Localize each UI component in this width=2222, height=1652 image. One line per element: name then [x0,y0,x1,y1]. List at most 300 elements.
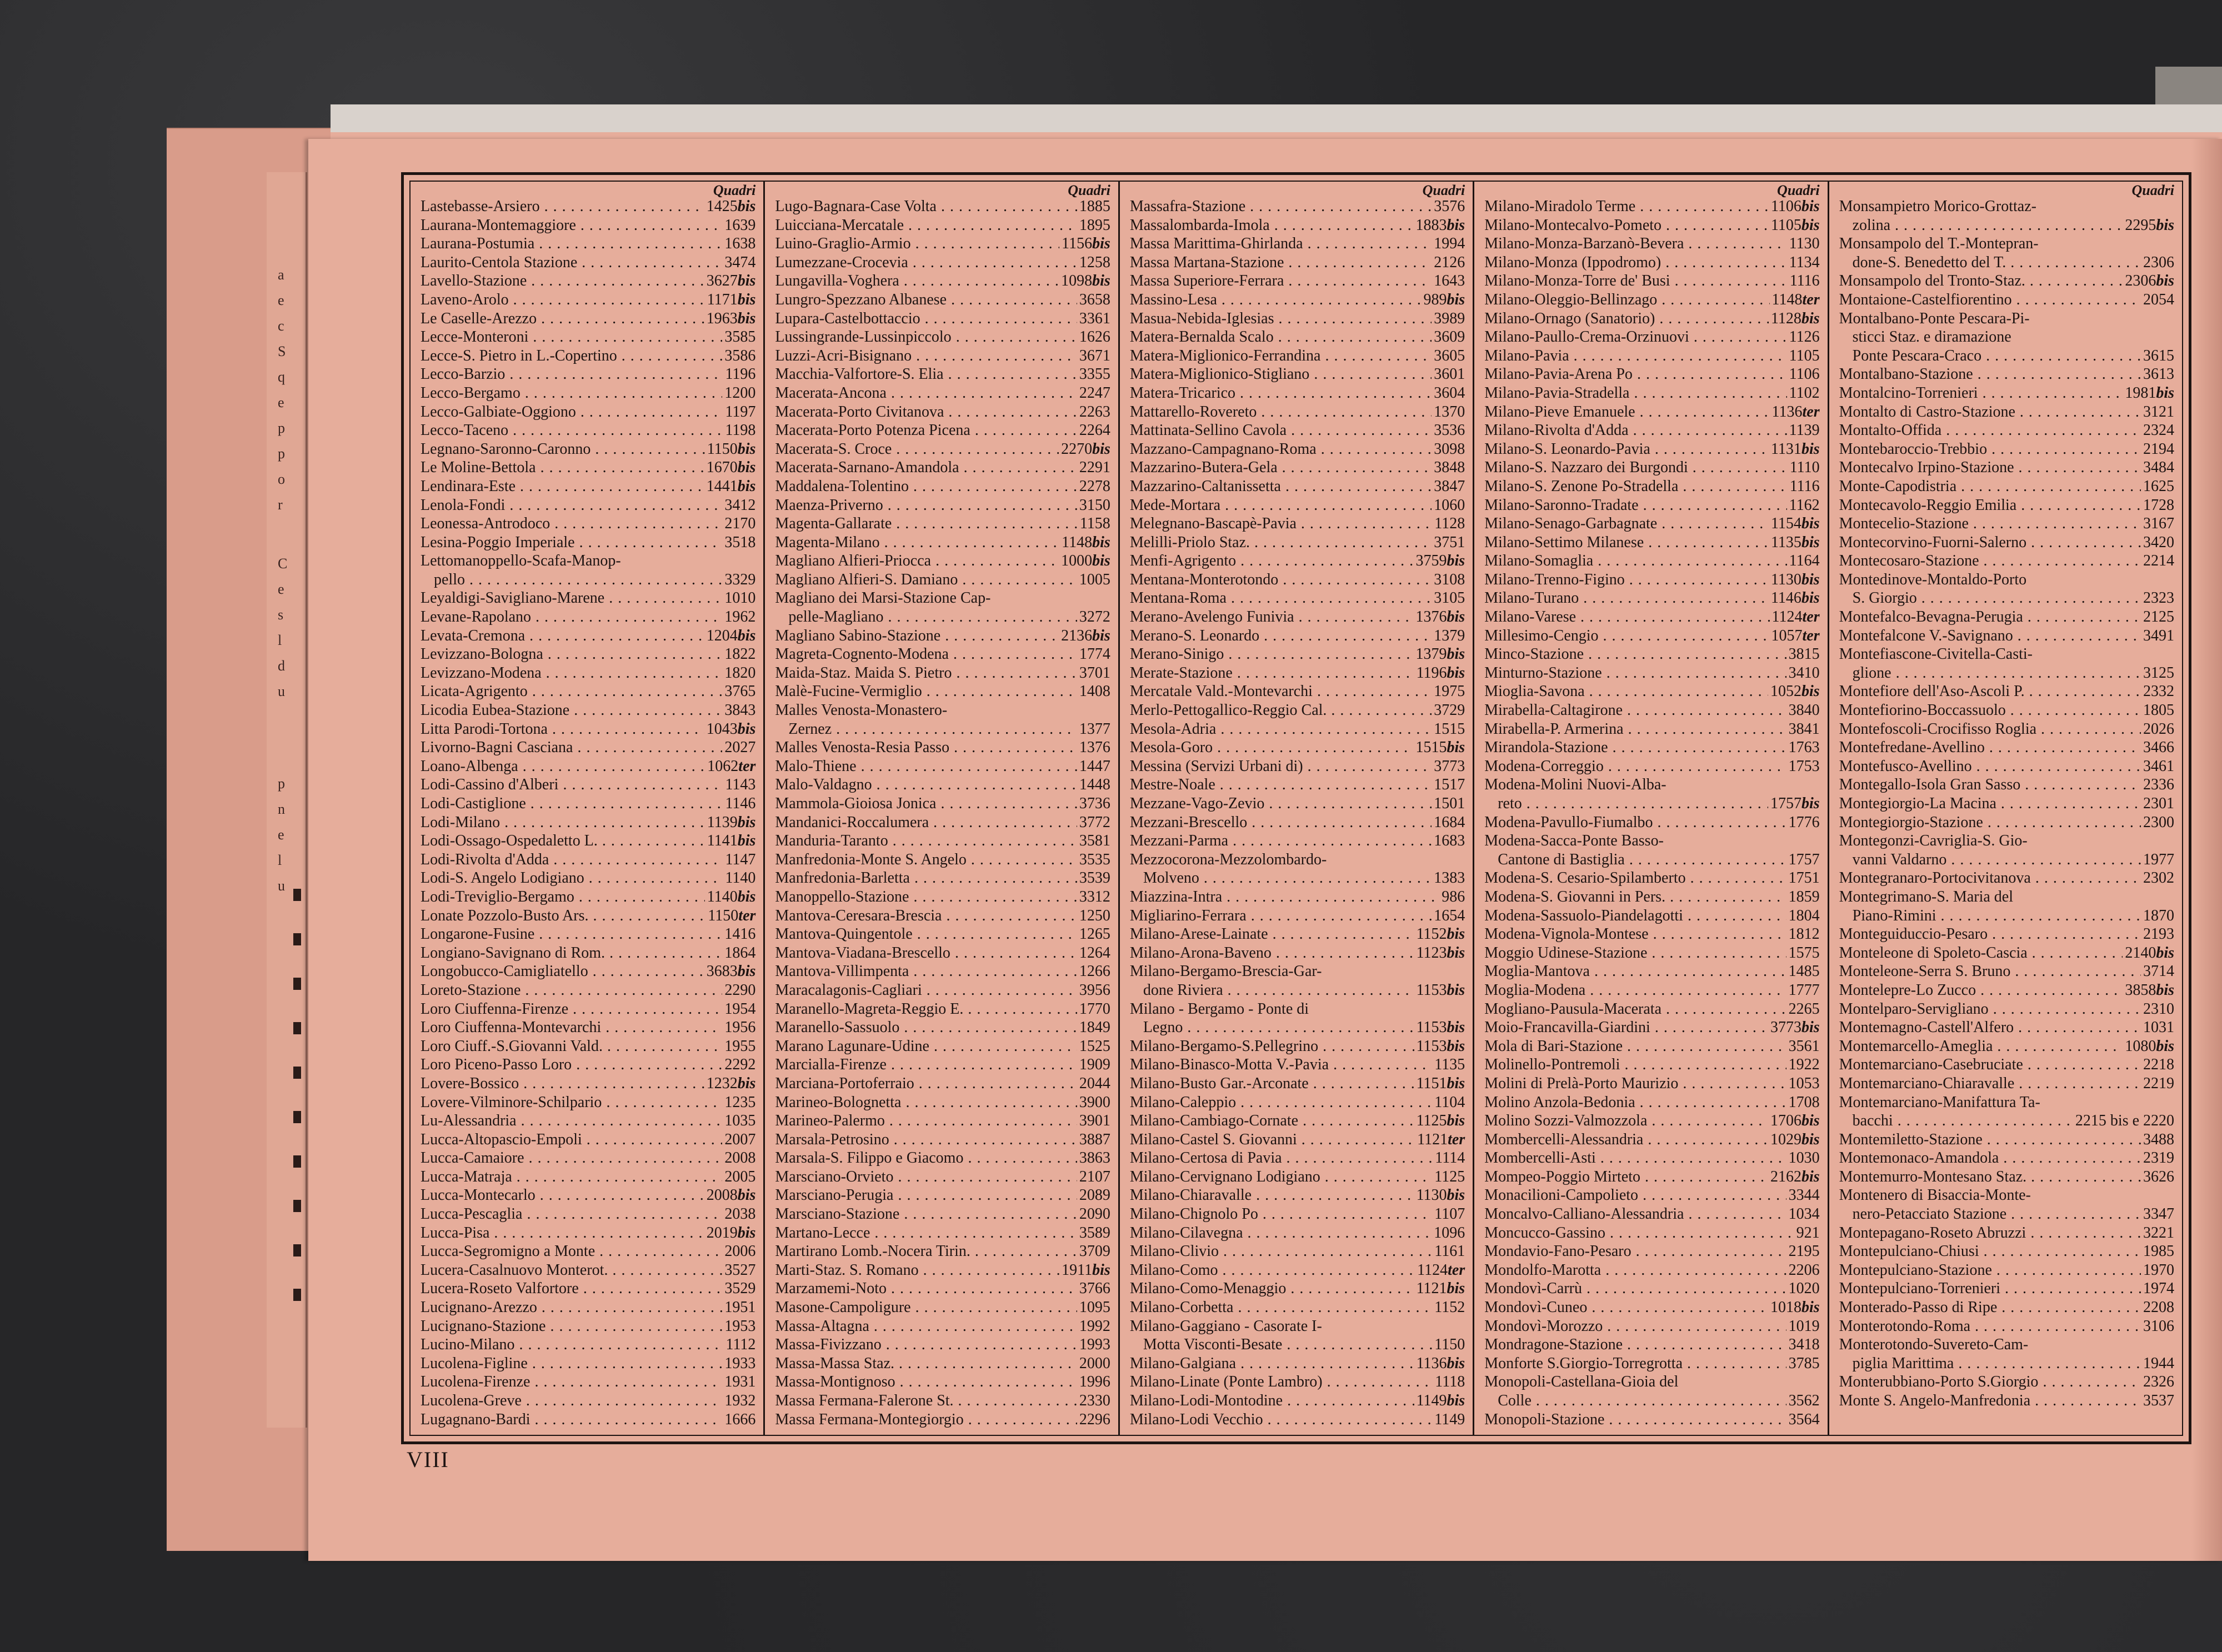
index-entry [1484,552,1819,570]
quadro-suffix: bis [1447,1037,1465,1055]
entry-name: Mogliano-Pausula-Macerata . . . [1484,1000,1786,1019]
entry-name: Lodi-Ossago-Ospedaletto L. . . . [421,832,705,850]
index-entry [775,1279,1110,1298]
index-entry [1130,664,1465,683]
entry-name: nero-Petacciato Stazione . . . [1839,1205,2141,1224]
index-entry [1130,570,1465,589]
quadro-number: 1264 [1079,944,1110,962]
entry-quadro [723,1335,755,1354]
quadro-number: 3847 [1434,477,1465,495]
entry-quadro [722,701,755,720]
index-entry [775,197,1110,216]
entry-name: Mirabella-Caltagirone . . . [1484,701,1786,720]
quadro-number: 1951 [724,1299,756,1316]
index-entry [1130,738,1465,757]
quadro-number: 1139 [1789,422,1820,439]
entry-name: Lucca-Segromigno a Monte . . . [421,1242,722,1261]
quadro-number: 1666 [724,1410,756,1428]
quadro-suffix: bis [1092,1261,1110,1279]
quadro-number: 2044 [1079,1074,1110,1092]
entry-name: Milano-Turano . . . [1484,589,1769,608]
entry-quadro [2141,869,2174,888]
entry-quadro [2141,403,2174,422]
index-entry [1839,514,2174,533]
entry-quadro [1786,981,1820,1000]
entry-name: Milano-Monza (Ippodromo) . . . [1484,253,1786,272]
index-entry [421,514,755,533]
index-entry [775,794,1110,813]
quadro-suffix: bis [737,477,756,495]
index-entry [1484,608,1819,627]
index-entry [421,794,755,813]
entry-name: done Riviera . . . [1130,981,1414,1000]
index-entry [1839,328,2174,347]
entry-quadro [1077,1055,1110,1074]
index-entry [1839,477,2174,496]
entry-name: Montebaroccio-Trebbio . . . [1839,440,2141,459]
index-column-1 [411,182,763,1435]
quadro-suffix: bis [1447,645,1465,663]
entry-quadro [1786,1149,1820,1168]
index-entry [775,496,1110,515]
index-entry [421,403,755,422]
quadro-number: 1130 [1789,235,1820,253]
entry-quadro [722,1149,755,1168]
quadro-number: 1116 [1789,272,1820,290]
quadro-suffix: bis [1092,272,1110,290]
index-entry [1130,907,1465,925]
quadro-number: 1515 [1434,720,1465,738]
quadro-suffix: bis [1801,440,1820,458]
entry-name: Montefusco-Avellino . . . [1839,757,2141,776]
entry-name: Milano-Gaggiano - Casorate I- [1129,1317,1322,1335]
quadro-suffix: bis [2156,1037,2175,1055]
quadro-number: 1112 [725,1336,756,1354]
entry-quadro [1432,1093,1465,1112]
index-entry [775,1074,1110,1093]
entry-name: Mammola-Gioiosa Jonica . . . [775,794,1077,813]
entry-name: Mattarello-Rovereto . . . [1130,403,1432,422]
entry-name: Milano-Clivio . . . [1130,1242,1432,1261]
quadro-suffix: bis [1447,664,1465,682]
index-entry [421,720,755,739]
entry-name: Lodi-S. Angelo Lodigiano . . . [421,869,723,888]
entry-name: Mantova-Ceresara-Brescia . . . [775,907,1077,925]
quadro-number: 1125 [1434,1168,1465,1185]
quadro-number: 1757 [1788,850,1820,868]
entry-quadro [1788,272,1820,291]
quadro-number: 1156 [1062,235,1093,253]
entry-quadro [705,888,756,907]
back-page-letter: S [278,343,286,359]
page-number: VIII [407,1447,449,1472]
entry-name: Montegallo-Isola Gran Sasso . . . [1839,775,2141,794]
quadro-suffix: bis [1092,235,1110,253]
index-entry [1839,1093,2174,1112]
quadro-number: 1575 [1788,944,1820,962]
entry-quadro [722,664,755,683]
quadro-suffix: bis [737,198,756,215]
entry-quadro [722,1000,755,1019]
quadro-number: 1776 [1788,813,1820,831]
index-entry [421,925,755,944]
quadro-number: 3989 [1434,309,1465,327]
entry-quadro [722,1410,755,1429]
index-table [401,172,2191,1444]
entry-quadro [1786,907,1820,925]
index-entry [1484,458,1819,477]
entry-quadro [2141,627,2174,645]
entry-quadro [722,1205,755,1224]
entry-quadro [2141,1074,2174,1093]
index-entry [1484,627,1819,645]
index-entry [775,309,1110,328]
quadro-number: 1895 [1079,216,1110,234]
quadro-number: 1158 [1079,515,1110,533]
entry-name: Mesola-Goro . . . [1130,738,1414,757]
index-entry [1484,1354,1819,1373]
entry-quadro [2141,962,2174,981]
quadro-number: 1956 [724,1019,756,1037]
quadro-suffix: bis [737,1187,756,1204]
entry-name: Mestre-Noale . . . [1130,775,1432,794]
quadro-number: 1909 [1079,1056,1110,1074]
index-entry [421,1335,755,1354]
quadro-number: 1777 [1788,981,1820,999]
entry-quadro [723,794,755,813]
quadro-suffix: ter [1448,1261,1465,1279]
index-entry [775,608,1110,627]
quadro-number: 2324 [2143,422,2175,439]
entry-quadro [722,1279,755,1298]
entry-quadro [1077,720,1110,739]
entry-quadro [1077,1130,1110,1149]
entry-quadro [1769,216,1820,235]
entry-quadro [705,907,755,925]
index-entry [1130,403,1465,422]
quadro-number: 3773 [1434,757,1465,775]
index-entry [775,627,1110,645]
quadro-suffix: bis [1801,216,1820,234]
entry-quadro [1432,272,1465,291]
quadro-suffix: bis [2156,272,2175,290]
entry-name: Montedinove-Montaldo-Porto [1839,570,2027,588]
entry-name: Milano-Oleggio-Bellinzago . . . [1484,291,1769,309]
entry-name: Marciana-Portoferraio . . . [775,1074,1077,1093]
index-entry [1130,701,1465,720]
quadro-number: 3709 [1079,1243,1110,1260]
entry-name: Melegnano-Bascapè-Pavia . . . [1130,514,1432,533]
index-entry [775,1224,1110,1243]
quadro-suffix: bis [737,627,756,644]
index-entry [1484,197,1819,216]
entry-quadro [1768,1018,1820,1037]
index-entry [775,570,1110,589]
entry-name: Milano-Busto Gar.-Arconate . . . [1130,1074,1414,1093]
entry-quadro [1077,1224,1110,1243]
entry-quadro [2123,384,2174,403]
index-entry [421,1373,755,1391]
entry-quadro [1786,944,1820,963]
index-entry [1484,664,1819,683]
quadro-number: 1525 [1079,1037,1110,1055]
entry-name: Motta Visconti-Besate . . . [1130,1335,1432,1354]
entry-quadro [722,384,755,403]
quadro-suffix: bis [1801,309,1820,327]
index-entry [775,1149,1110,1168]
quadro-number: 1150 [708,907,739,924]
entry-name: Marsala-S. Filippo e Giacomo . . . [775,1149,1077,1168]
index-entry [775,291,1110,309]
entry-quadro [2141,552,2174,570]
entry-name: done-S. Benedetto del T. . . . [1839,253,2141,272]
index-entry [1839,925,2174,944]
index-entry [1484,1168,1819,1187]
entry-quadro [2141,1317,2174,1336]
entry-quadro [1786,645,1820,664]
quadro-number: 1638 [724,235,756,253]
quadro-number: 3843 [724,702,756,719]
index-entry [1130,1168,1465,1187]
entry-quadro [1770,608,1820,627]
entry-quadro [1414,552,1465,570]
index-entry [1839,216,2174,235]
entry-quadro [1786,1261,1820,1280]
quadro-suffix: bis [1447,1019,1465,1037]
quadro-suffix: bis [1801,1168,1820,1185]
quadro-suffix: bis [737,440,756,458]
entry-name: Millesimo-Cengio . . . [1484,627,1769,645]
entry-name: Leyaldigi-Savigliano-Marene . . . [421,589,722,608]
quadro-number: 2193 [2143,925,2175,943]
entry-name: Massino-Lesa . . . [1130,291,1422,309]
entry-name: Merate-Stazione . . . [1130,664,1414,683]
quadro-number: 3613 [2143,366,2175,383]
quadro-number: 1944 [2143,1354,2175,1372]
index-entry [1839,1354,2174,1373]
entry-quadro [1786,757,1820,776]
entry-name: pelle-Magliano . . . [775,608,1077,627]
quadro-number: 3518 [724,533,756,551]
entry-name: Montecelio-Stazione . . . [1839,514,2141,533]
index-entry [1130,850,1465,869]
entry-quadro [1786,1242,1820,1261]
quadro-number: 3615 [2143,347,2175,364]
entry-name: Montefiorino-Boccassuolo . . . [1839,701,2141,720]
entry-name: Laurito-Centola Stazione . . . [421,253,722,272]
quadro-number: 1151 [1416,1074,1447,1092]
entry-quadro [1414,216,1465,235]
index-entry [421,1410,755,1429]
quadro-number: 1126 [1789,328,1820,346]
entry-quadro [1432,328,1465,347]
index-entry [1839,1074,2174,1093]
index-entry [1484,720,1819,739]
quadro-number: 1121 [1416,1280,1447,1298]
quadro-number: 1931 [724,1373,756,1391]
quadro-number: 3491 [2143,627,2175,644]
quadro-number: 1820 [724,664,756,682]
entry-name: Montemarciano-Manifattura Ta- [1839,1093,2040,1111]
quadro-number: 1107 [1434,1205,1465,1223]
quadro-suffix: ter [1802,291,1820,308]
entry-quadro [705,832,756,850]
quadro-number: 3585 [724,328,756,346]
entry-name: Minco-Stazione . . . [1484,645,1786,664]
entry-name: Moglia-Modena . . . [1484,981,1786,1000]
quadro-number: 3589 [1079,1224,1110,1241]
index-entry [775,1335,1110,1354]
index-entry [1130,421,1465,440]
entry-quadro [704,477,756,496]
entry-quadro [722,1055,755,1074]
quadro-suffix: bis [1092,627,1110,644]
quadro-suffix: bis [737,888,756,905]
entry-name: Maenza-Priverno . . . [775,496,1077,515]
entry-quadro [1414,1279,1465,1298]
index-entry [775,720,1110,739]
entry-name: Magliano Sabino-Stazione . . . [775,627,1059,645]
index-entry [775,738,1110,757]
entry-name: Montefalco-Bevagna-Perugia . . . [1839,608,2141,627]
index-entry [1484,589,1819,608]
quadro-suffix: ter [738,757,756,775]
entry-quadro [2141,514,2174,533]
quadro-number: 2090 [1079,1205,1110,1223]
entry-name: Mondavio-Fano-Pesaro . . . [1484,1242,1786,1261]
quadro-suffix: bis [1447,925,1465,943]
entry-name: Lucca-Camaiore . . . [421,1149,722,1168]
index-entry [1839,253,2174,272]
entry-quadro [1769,514,1820,533]
quadro-suffix: bis [1447,1112,1465,1130]
entry-quadro [704,272,756,291]
entry-name: Longobucco-Camigliatello . . . [421,962,704,981]
entry-name: Laurana-Postumia . . . [421,234,722,253]
index-entry [1130,1317,1465,1336]
index-entry [421,757,755,776]
quadro-number: 2206 [1788,1261,1820,1279]
index-entry [1484,1149,1819,1168]
quadro-number: 3484 [2143,459,2175,477]
entry-quadro [1077,253,1110,272]
quadro-number: 3765 [724,683,756,700]
entry-quadro [704,309,756,328]
entry-quadro [2141,1242,2174,1261]
entry-quadro [1788,458,1820,477]
index-entry [1484,645,1819,664]
entry-quadro [2123,216,2174,235]
quadro-suffix: bis [2156,384,2175,402]
index-entry [1130,552,1465,570]
quadro-number: 3627 [706,272,738,290]
entry-name: Lecco-Taceno . . . [421,421,723,440]
index-entry [1484,1335,1819,1354]
quadro-number: 3344 [1788,1187,1820,1204]
quadro-number: 3466 [2143,739,2175,757]
quadro-number: 1130 [1416,1187,1447,1204]
index-entry [1130,981,1465,1000]
quadro-number: 1963 [706,309,738,327]
index-entry [1839,944,2174,963]
entry-quadro [1432,775,1465,794]
quadro-suffix: bis [1447,1354,1465,1372]
quadro-number: 1134 [1789,253,1820,271]
entry-name: Mioglia-Savona . . . [1484,682,1768,701]
entry-name: Loreto-Stazione . . . [421,981,722,1000]
entry-name: Maranello-Magreta-Reggio E. . . . [775,1000,1077,1019]
entry-name: Le Caselle-Arezzo . . . [421,309,704,328]
quadro-number: 1106 [1770,198,1801,215]
entry-name: Mezzane-Vago-Zevio . . . [1130,794,1432,813]
quadro-suffix: bis [737,291,756,308]
quadro-number: 1859 [1788,888,1820,905]
entry-quadro [1432,757,1465,776]
quadro-number: 3420 [2143,533,2175,551]
index-entry [1484,533,1819,552]
entry-quadro [722,253,755,272]
index-entry [421,570,755,589]
entry-quadro [1432,458,1465,477]
quadro-number: 1441 [706,477,738,495]
index-entry [1484,813,1819,832]
quadro-suffix: ter [1802,608,1820,626]
entry-quadro [1769,440,1820,459]
index-entry [1484,365,1819,384]
index-entry [1839,1298,2174,1317]
entry-quadro [722,589,755,608]
entry-quadro [722,216,755,235]
entry-quadro [1787,552,1820,570]
entry-name: Montefiascone-Civitella-Casti- [1839,645,2033,663]
index-entry [421,496,755,515]
quadro-number: 1911 [1062,1261,1093,1279]
quadro-suffix: bis [737,832,756,850]
entry-name: Montegranaro-Portocivitanova . . . [1839,869,2141,888]
index-entry [1484,234,1819,253]
entry-quadro [2141,496,2174,515]
entry-quadro [704,962,756,981]
entry-name: Lecce-S. Pietro in L.-Copertino . . . [421,347,722,366]
entry-quadro [2141,1018,2174,1037]
entry-name: Lettomanoppello-Scafa-Manop- [421,552,621,570]
quadro-number: 3106 [2143,1317,2175,1335]
index-entry [1130,384,1465,403]
quadro-number: 2136 [1061,627,1093,644]
index-entry [1130,514,1465,533]
quadro-number: 2319 [2143,1149,2175,1167]
index-entry [1130,944,1465,963]
quadro-number: 1116 [1789,477,1820,495]
quadro-number: 1954 [724,1000,756,1018]
entry-quadro [1077,645,1110,664]
entry-quadro [1432,682,1465,701]
entry-quadro [1432,1224,1465,1243]
quadro-number: 1098 [1061,272,1093,290]
quadro-number: 1052 [1770,683,1801,700]
entry-quadro [1059,533,1110,552]
entry-quadro [1077,309,1110,328]
entry-quadro [2123,1037,2174,1056]
index-entry [1839,1112,2174,1130]
entry-name: Montelepre-Lo Zucco . . . [1839,981,2123,1000]
entry-name: Merlo-Pettogallico-Reggio Cal. . . . [1130,701,1432,720]
quadro-number: 1822 [724,645,756,663]
index-entry [775,514,1110,533]
quadro-suffix: bis [1801,795,1820,812]
quadro-number: 3581 [1079,832,1110,850]
quadro-number: 1095 [1079,1299,1110,1316]
